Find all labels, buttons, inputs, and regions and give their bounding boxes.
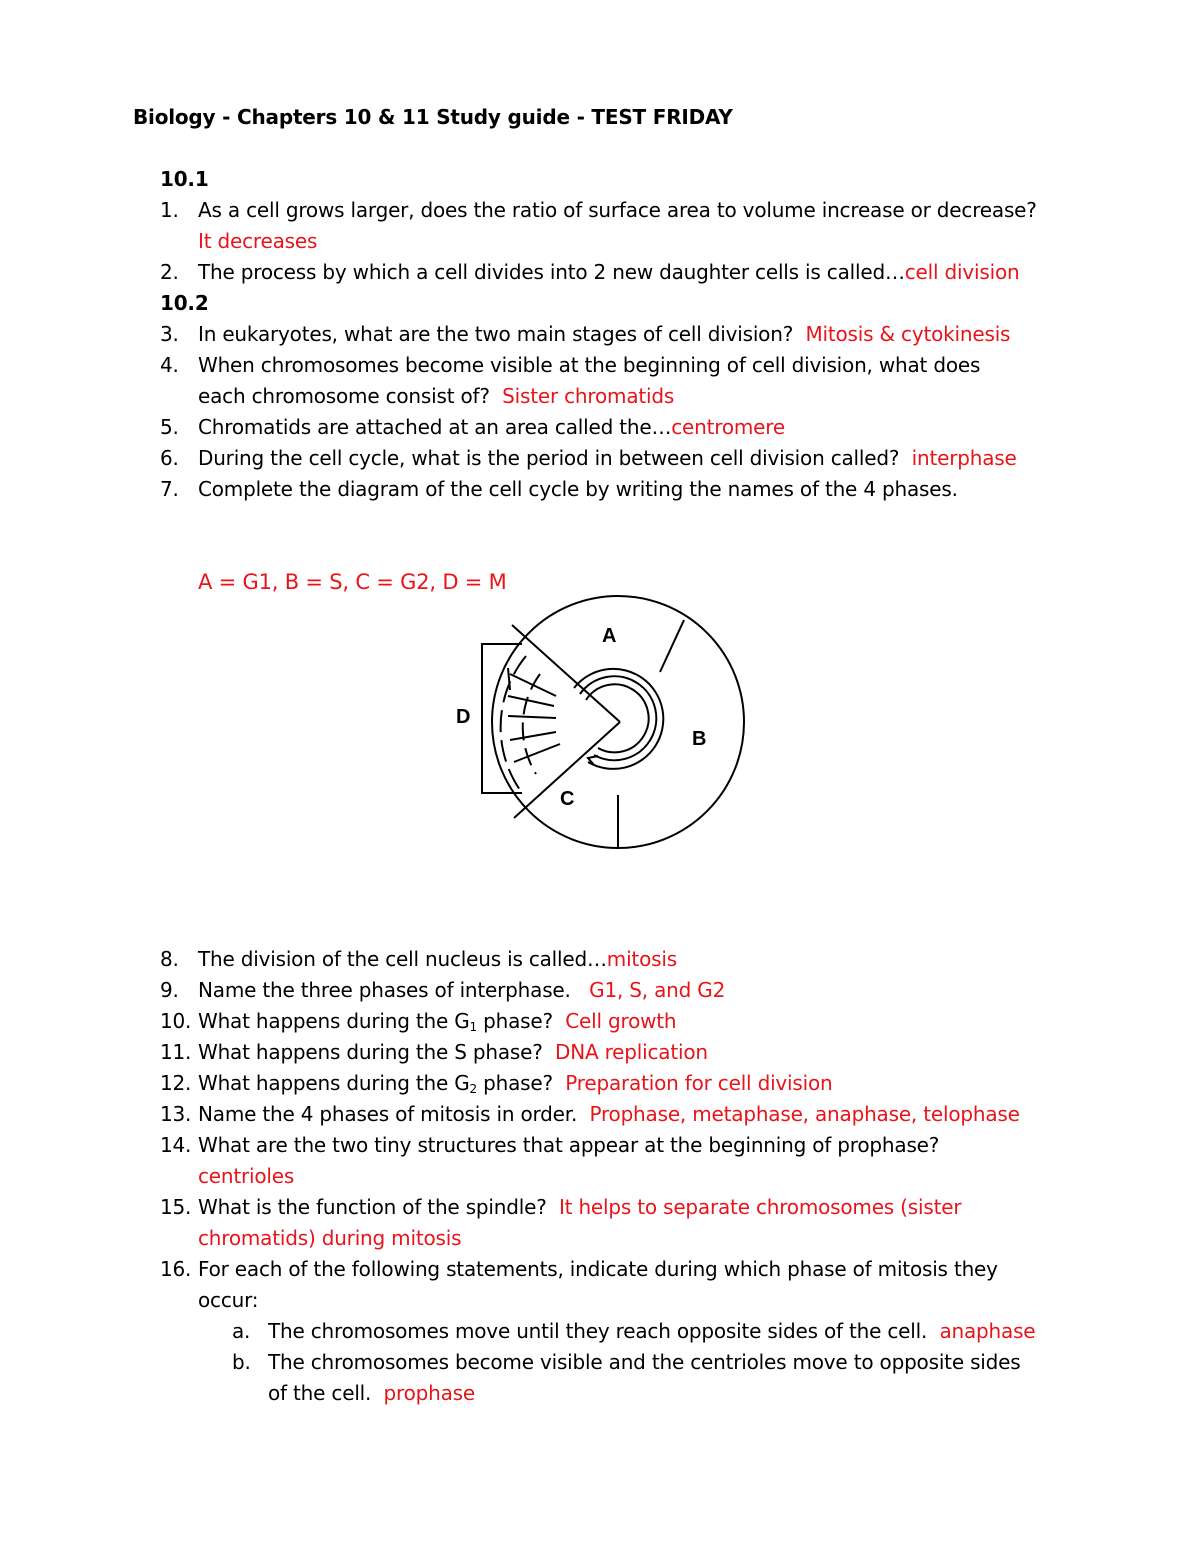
cell-cycle-diagram [456,590,760,855]
question-16b-cont: of the cell. prophase [268,1381,475,1405]
mitosis-subline-5 [514,744,560,762]
answer-1: It decreases [198,229,318,253]
question-16b: b. The chromosomes become visible and the centrioles move to opposite sides [232,1350,1021,1374]
answer-13: Prophase, metaphase, anaphase, telophase [589,1102,1020,1126]
question-5: 5. Chromatids are attached at an area called the…centromere [160,415,785,439]
question-10: 10. What happens during the $G_1$ phase? Cell growth [160,1009,677,1034]
answer-14: centrioles [198,1164,295,1188]
page-title: Biology - Chapters 10 & 11 Study guide - TEST FRIDAY [133,105,733,129]
divider-a-b [660,620,684,672]
question-8: 8. The division of the cell nucleus is called…mitosis [160,947,677,971]
mitosis-subline-4 [510,732,556,740]
mitosis-subline-1 [510,674,556,696]
answer-7: A = G1, B = S, C = G2, D = M [198,570,507,594]
answer-4: Sister chromatids [502,384,675,408]
mitosis-subline-2 [508,696,554,706]
answer-9: G1, S, and G2 [589,978,726,1002]
diagram-label-d: D [456,706,471,728]
question-4-cont: each chromosome consist of? Sister chromatids [198,384,675,408]
question-6: 6. During the cell cycle, what is the period in between cell division called? interphase [160,446,1017,470]
section-heading-10-1: 10.1 [160,167,209,191]
question-2: 2. The process by which a cell divides into 2 new daughter cells is called…cell division [160,260,1020,284]
question-16-cont: occur: [198,1288,259,1312]
answer-2: cell division [904,260,1020,284]
question-13: 13. Name the 4 phases of mitosis in order. Prophase, metaphase, anaphase, telophase [160,1102,1020,1126]
mitosis-arc-inner [523,674,540,774]
answer-10: Cell growth [565,1009,677,1033]
question-7: 7. Complete the diagram of the cell cycle by writing the names of the 4 phases. [160,477,958,501]
diagram-label-b: B [692,728,707,750]
question-16: 16. For each of the following statements, indicate during which phase of mitosis they [160,1257,998,1281]
answer-8: mitosis [606,947,677,971]
answer-11: DNA replication [555,1040,708,1064]
question-1: 1. As a cell grows larger, does the ratio of surface area to volume increase or decrease? [160,198,1037,222]
question-14: 14. What are the two tiny structures that appear at the beginning of prophase? [160,1133,940,1157]
answer-5: centromere [671,415,785,439]
answer-16a: anaphase [939,1319,1036,1343]
question-12: 12. What happens during the $G_2$ phase? Preparation for cell division [160,1071,833,1096]
diagram-label-c: C [560,788,575,810]
question-16a: a. The chromosomes move until they reach opposite sides of the cell. anaphase [232,1319,1036,1343]
question-11: 11. What happens during the S phase? DNA replication [160,1040,708,1064]
answer-3: Mitosis & cytokinesis [805,322,1011,346]
question-15: 15. What is the function of the spindle? It helps to separate chromosomes (sister [160,1195,962,1219]
answer-12: Preparation for cell division [565,1071,833,1095]
mitosis-subline-3 [508,716,556,718]
question-3: 3. In eukaryotes, what are the two main stages of cell division? Mitosis & cytokinesis [160,322,1011,346]
question-9: 9. Name the three phases of interphase. G1, S, and G2 [160,978,726,1002]
diagram-label-a: A [602,625,617,647]
question-4: 4. When chromosomes become visible at the beginning of cell division, what does [160,353,981,377]
answer-16b: prophase [383,1381,475,1405]
answer-15: It helps to separate chromosomes (sister [558,1195,962,1219]
answer-6: interphase [911,446,1017,470]
section-heading-10-2: 10.2 [160,291,209,315]
answer-15-cont: chromatids) during mitosis [198,1226,462,1250]
